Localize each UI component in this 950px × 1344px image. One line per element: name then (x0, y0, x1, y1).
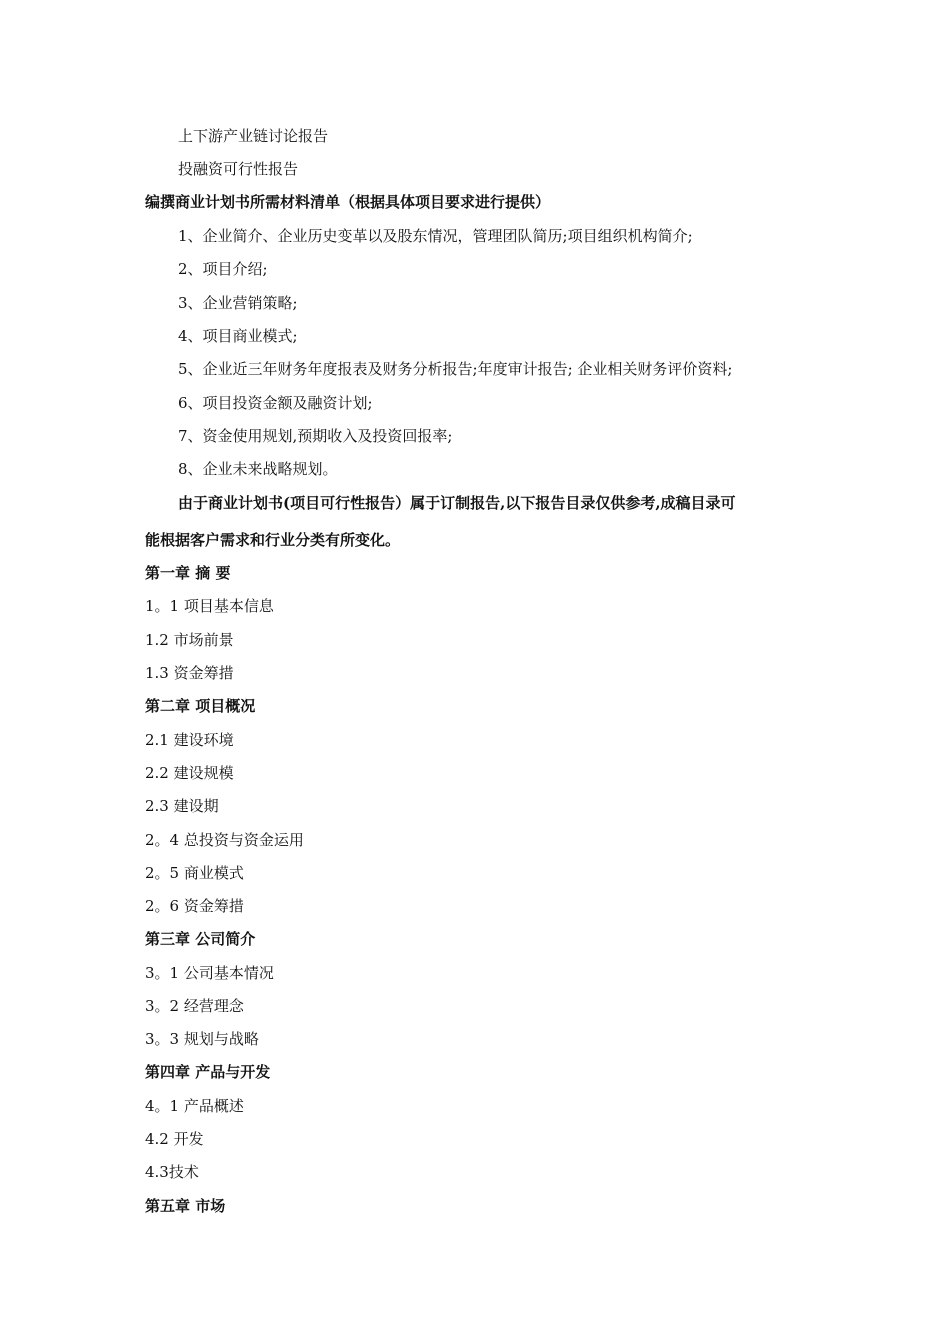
toc-item-1-1: 1。1 项目基本信息 (145, 597, 274, 615)
toc-item-3-1: 3。1 公司基本情况 (145, 964, 274, 982)
toc-item-4-1: 4。1 产品概述 (145, 1097, 244, 1115)
toc-item-2-1: 2.1 建设环境 (145, 731, 234, 749)
toc-item-2-6: 2。6 资金筹措 (145, 897, 244, 915)
toc-item-1-2: 1.2 市场前景 (145, 631, 234, 649)
toc-item-2-5: 2。5 商业模式 (145, 864, 244, 882)
materials-heading: 编撰商业计划书所需材料清单（根据具体项目要求进行提供） (145, 193, 551, 211)
toc-item-3-2: 3。2 经营理念 (145, 997, 244, 1015)
material-item-1: 1、企业简介、企业历史变革以及股东情况，管理团队简历;项目组织机构简介; (178, 227, 693, 245)
material-item-8: 8、企业未来战略规划。 (178, 460, 338, 478)
chapter-5-title: 第五章 市场 (145, 1197, 226, 1215)
material-item-6: 6、项目投资金额及融资计划; (178, 394, 373, 412)
material-item-4: 4、项目商业模式; (178, 327, 298, 345)
toc-item-2-2: 2.2 建设规模 (145, 764, 234, 782)
toc-item-2-4: 2。4 总投资与资金运用 (145, 831, 304, 849)
toc-item-3-3: 3。3 规划与战略 (145, 1030, 259, 1048)
toc-item-1-3: 1.3 资金筹措 (145, 664, 234, 682)
material-item-3: 3、企业营销策略; (178, 294, 298, 312)
material-item-2: 2、项目介绍; (178, 260, 268, 278)
toc-item-4-3: 4.3技术 (145, 1163, 199, 1181)
notice-line-1: 由于商业计划书(项目可行性报告）属于订制报告,以下报告目录仅供参考,成稿目录可 (178, 494, 736, 512)
intro-line-2: 投融资可行性报告 (178, 160, 299, 178)
material-item-5: 5、企业近三年财务年度报表及财务分析报告;年度审计报告; 企业相关财务评价资料; (178, 360, 733, 378)
chapter-2-title: 第二章 项目概况 (145, 697, 256, 715)
notice-line-2: 能根据客户需求和行业分类有所变化。 (145, 531, 401, 549)
chapter-3-title: 第三章 公司简介 (145, 930, 256, 948)
intro-line-1: 上下游产业链讨论报告 (178, 127, 329, 145)
chapter-4-title: 第四章 产品与开发 (145, 1063, 271, 1081)
toc-item-4-2: 4.2 开发 (145, 1130, 204, 1148)
material-item-7: 7、资金使用规划,预期收入及投资回报率; (178, 427, 453, 445)
chapter-1-title: 第一章 摘 要 (145, 564, 231, 582)
toc-item-2-3: 2.3 建设期 (145, 797, 219, 815)
